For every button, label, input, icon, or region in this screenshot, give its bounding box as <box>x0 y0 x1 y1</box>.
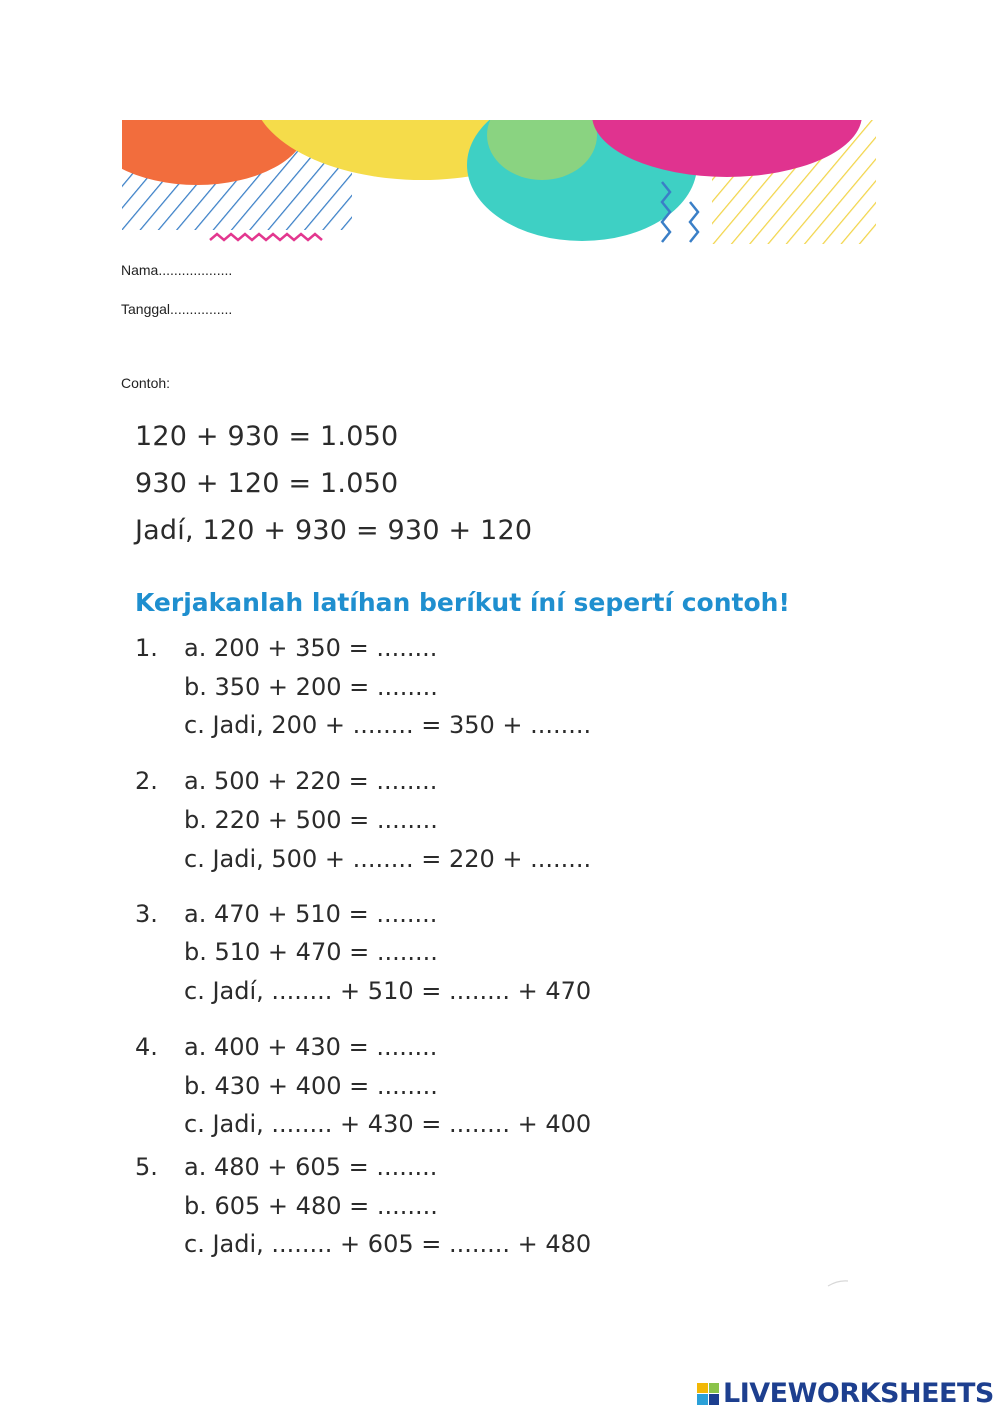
question-line-b[interactable]: b. 430 + 400 = ........ <box>184 1072 438 1100</box>
question-number: 4. <box>135 1033 158 1061</box>
question-line-c[interactable]: c. Jadi, ........ + 605 = ........ + 480 <box>184 1230 592 1258</box>
question-line-c[interactable]: c. Jadí, ........ + 510 = ........ + 470 <box>184 977 592 1005</box>
question-line-a[interactable]: a. 470 + 510 = ........ <box>184 900 438 928</box>
example-label: Contoh: <box>121 375 171 391</box>
question-line-b[interactable]: b. 220 + 500 = ........ <box>184 806 438 834</box>
example-line-2: 930 + 120 = 1.050 <box>135 468 399 499</box>
example-line-1: 120 + 930 = 1.050 <box>135 421 399 452</box>
question-line-a[interactable]: a. 500 + 220 = ........ <box>184 767 438 795</box>
question-number: 2. <box>135 767 158 795</box>
faint-scribble <box>826 1278 850 1288</box>
name-field[interactable]: Nama................... <box>121 262 233 278</box>
date-field[interactable]: Tanggal................ <box>121 301 233 317</box>
question-line-c[interactable]: c. Jadi, ........ + 430 = ........ + 400 <box>184 1110 592 1138</box>
pink-zigzag <box>210 234 322 240</box>
question-line-b[interactable]: b. 510 + 470 = ........ <box>184 938 438 966</box>
header-banner <box>122 120 876 244</box>
blue-zigzag-2 <box>690 202 698 242</box>
logo-text: LIVEWORKSHEETS <box>723 1378 994 1409</box>
liveworksheets-logo[interactable] <box>697 1378 994 1409</box>
question-line-a[interactable]: a. 480 + 605 = ........ <box>184 1153 438 1181</box>
question-line-b[interactable]: b. 350 + 200 = ........ <box>184 673 438 701</box>
logo-mark-icon <box>697 1383 719 1405</box>
instruction-heading: Kerjakanlah latíhan beríkut íní sepertí contoh! <box>135 588 790 617</box>
question-line-a[interactable]: a. 200 + 350 = ........ <box>184 634 438 662</box>
question-number: 3. <box>135 900 158 928</box>
question-line-a[interactable]: a. 400 + 430 = ........ <box>184 1033 438 1061</box>
question-number: 5. <box>135 1153 158 1181</box>
question-number: 1. <box>135 634 158 662</box>
question-line-c[interactable]: c. Jadi, 500 + ........ = 220 + ........ <box>184 845 592 873</box>
example-line-3: Jadí, 120 + 930 = 930 + 120 <box>135 515 533 546</box>
question-line-c[interactable]: c. Jadi, 200 + ........ = 350 + ........ <box>184 711 592 739</box>
question-line-b[interactable]: b. 605 + 480 = ........ <box>184 1192 438 1220</box>
